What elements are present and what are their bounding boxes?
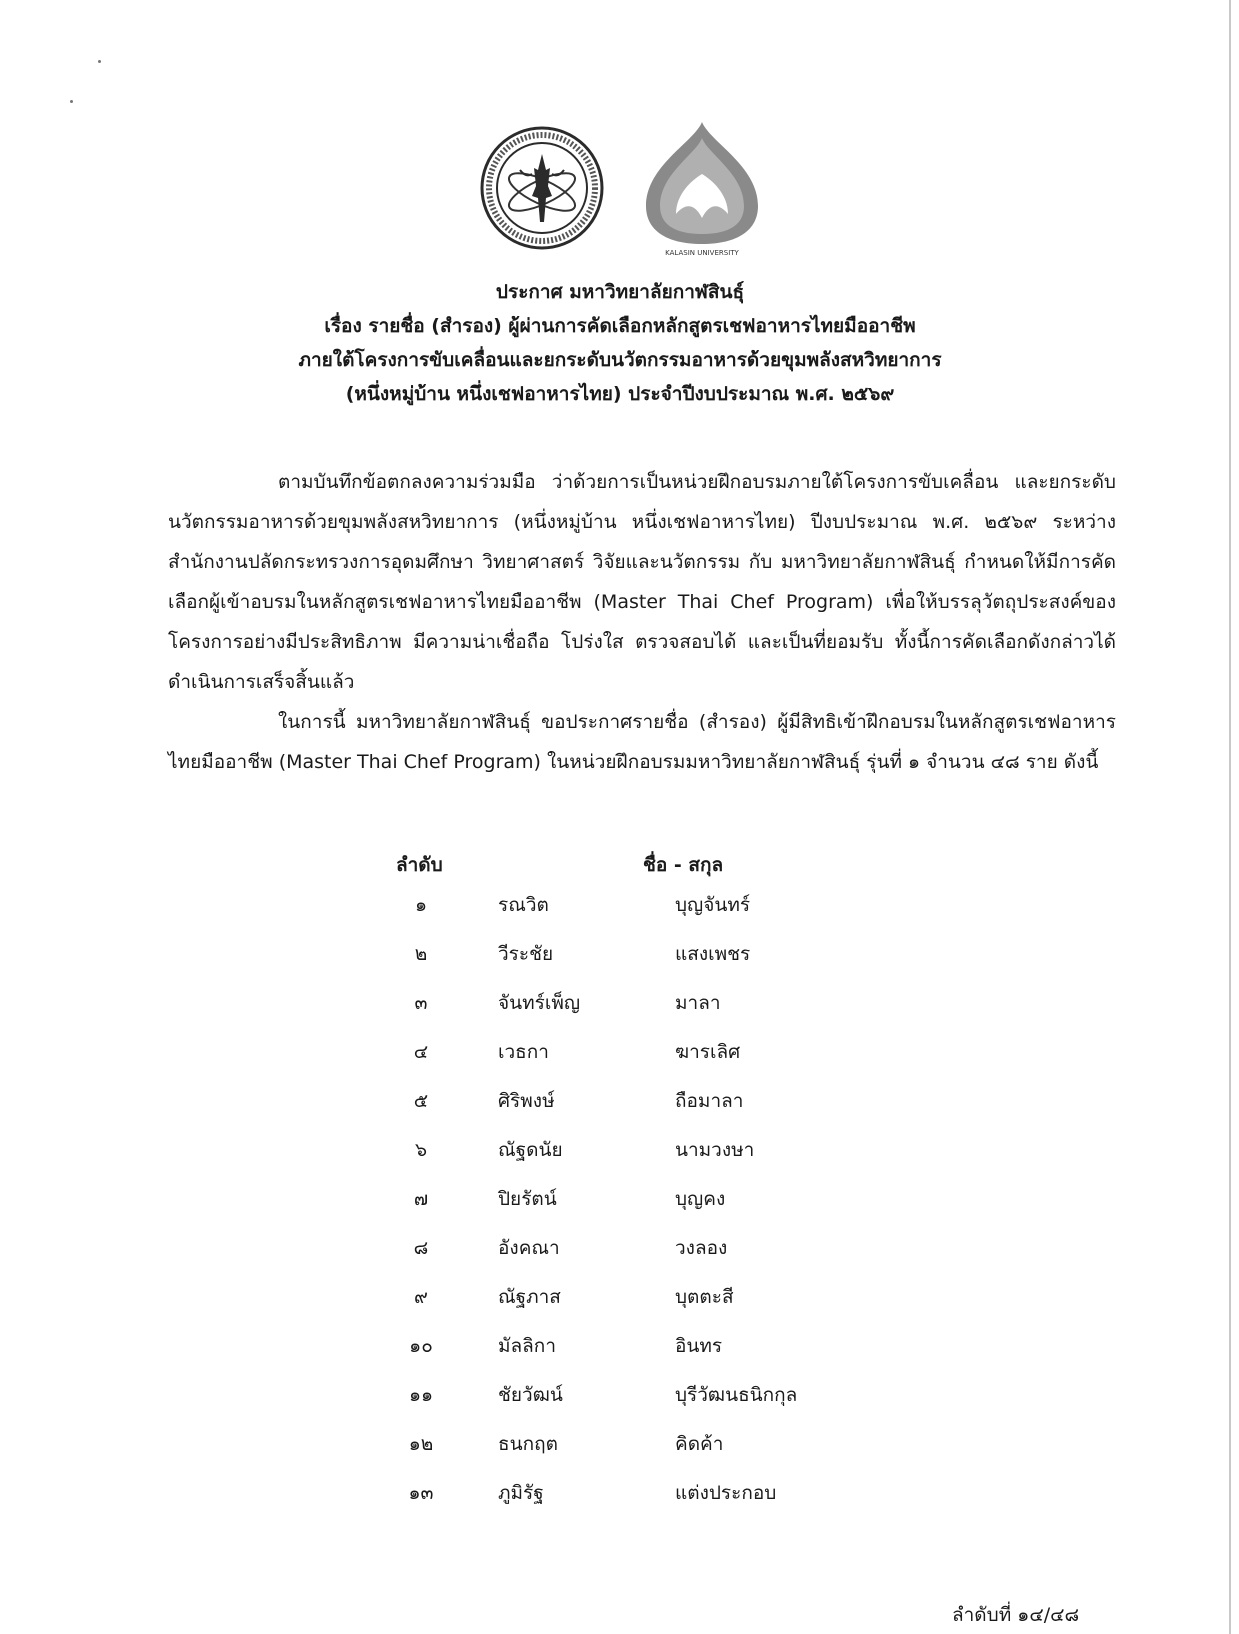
list-header-name: ชื่อ - สกุล bbox=[643, 854, 724, 876]
row-last-name: อินทร bbox=[675, 1335, 723, 1357]
list-row bbox=[390, 939, 850, 988]
list-row bbox=[390, 1478, 850, 1527]
row-first-name: วีระชัย bbox=[498, 943, 554, 965]
list-row bbox=[390, 1282, 850, 1331]
row-last-name: วงลอง bbox=[675, 1237, 728, 1259]
row-last-name: บุญจันทร์ bbox=[675, 894, 751, 916]
row-last-name: บุญคง bbox=[675, 1188, 726, 1210]
row-last-name: คิดค้า bbox=[675, 1433, 724, 1455]
row-first-name: มัลลิกา bbox=[498, 1335, 556, 1357]
header-line-1: ประกาศ มหาวิทยาลัยกาฬสินธุ์ bbox=[495, 281, 745, 303]
list-row bbox=[390, 1331, 850, 1380]
list-row bbox=[390, 1086, 850, 1135]
header-line-4: (หนึ่งหมู่บ้าน หนึ่งเชฟอาหารไทย) ประจำปีงบประมาณ พ.ศ. ๒๕๖๙ bbox=[345, 383, 895, 405]
ministry-seal-logo bbox=[480, 126, 604, 250]
list-row bbox=[390, 1380, 850, 1429]
row-number: ๔ bbox=[413, 1041, 429, 1063]
row-first-name: รณวิต bbox=[498, 894, 549, 916]
header-line-2: เรื่อง รายชื่อ (สำรอง) ผู้ผ่านการคัดเลือกหลักสูตรเชฟอาหารไทยมืออาชีพ bbox=[324, 315, 916, 337]
row-number: ๙ bbox=[414, 1286, 428, 1308]
row-last-name: บุตตะสี bbox=[675, 1286, 734, 1308]
next-page-indicator: ลำดับที่ ๑๔/๔๘ bbox=[952, 1604, 1080, 1626]
row-number: ๑๐ bbox=[409, 1335, 433, 1357]
announcement-header bbox=[160, 275, 1080, 411]
row-number: ๓ bbox=[414, 992, 428, 1014]
row-number: ๒ bbox=[414, 943, 428, 965]
row-first-name: ณัฐดนัย bbox=[498, 1139, 563, 1161]
header-line-3: ภายใต้โครงการขับเคลื่อนและยกระดับนวัตกรรมอาหารด้วยขุมพลังสหวิทยาการ bbox=[298, 349, 942, 371]
list-row bbox=[390, 890, 850, 939]
row-number: ๑๒ bbox=[408, 1433, 434, 1455]
logo-group bbox=[480, 118, 780, 258]
row-first-name: ธนกฤต bbox=[498, 1433, 558, 1455]
row-number: ๑๑ bbox=[408, 1384, 434, 1406]
row-first-name: ชัยวัฒน์ bbox=[498, 1384, 563, 1406]
list-row bbox=[390, 1135, 850, 1184]
row-last-name: แต่งประกอบ bbox=[675, 1482, 777, 1504]
row-number: ๕ bbox=[413, 1090, 429, 1112]
row-last-name: บุรีวัฒนธนิกกุล bbox=[675, 1384, 798, 1406]
list-row bbox=[390, 1429, 850, 1478]
body-paragraph-1: ตามบันทึกข้อตกลงความร่วมมือ ว่าด้วยการเป็นหน่วยฝึกอบรมภายใต้โครงการขับเคลื่อน และยกระดับนวัตกรรมอาหารด้วยขุมพลังสหวิทยาการ (หนึ่งหมู่บ้าน หนึ่งเชฟอาหารไทย) ปีงบประมาณ พ.ศ. ๒๕๖๙ ระหว่างสำนักงานปลัดกระทรวงการอุดมศึกษา วิทยาศาสตร์ วิจัยและนวัตกรรม กับ มหาวิทยาลัยกาฬสินธุ์ กำหนดให้มีการคัดเลือกผู้เข้าอบรมในหลักสูตรเชฟอาหารไทยมืออาชีพ (Master Thai Chef Program) เพื่อให้บรรลุวัตถุประสงค์ของโครงการอย่างมีประสิทธิภาพ มีความน่าเชื่อถือ โปร่งใส ตรวจสอบได้ และเป็นที่ยอมรับ ทั้งนี้การคัดเลือกดังกล่าวได้ดำเนินการเสร็จสิ้นแล้ว bbox=[168, 471, 1116, 693]
body-paragraph-2: ในการนี้ มหาวิทยาลัยกาฬสินธุ์ ขอประกาศรายชื่อ (สำรอง) ผู้มีสิทธิเข้าฝึกอบรมในหลักสูตรเชฟอาหารไทยมืออาชีพ (Master Thai Chef Program) ในหน่วยฝึกอบรมมหาวิทยาลัยกาฬสินธุ์ รุ่นที่ ๑ จำนวน ๔๘ ราย ดังนี้ bbox=[168, 711, 1116, 773]
row-number: ๖ bbox=[414, 1139, 428, 1161]
row-first-name: จันทร์เพ็ญ bbox=[498, 992, 581, 1014]
row-last-name: ถือมาลา bbox=[675, 1090, 744, 1112]
scan-speck bbox=[70, 100, 73, 103]
row-last-name: แสงเพชร bbox=[675, 943, 751, 965]
row-first-name: ณัฐภาส bbox=[498, 1286, 561, 1308]
row-first-name: ภูมิรัฐ bbox=[498, 1482, 544, 1504]
row-last-name: ฆารเลิศ bbox=[675, 1041, 741, 1063]
kalasin-university-lotus-logo bbox=[640, 118, 764, 258]
row-number: ๑๓ bbox=[408, 1482, 434, 1504]
reserve-name-list bbox=[390, 850, 850, 1527]
list-row bbox=[390, 988, 850, 1037]
row-first-name: อังคณา bbox=[498, 1237, 560, 1259]
row-first-name: ปิยรัตน์ bbox=[498, 1188, 557, 1210]
list-row bbox=[390, 1037, 850, 1086]
row-number: ๗ bbox=[413, 1188, 429, 1210]
list-header bbox=[390, 850, 850, 890]
scan-edge-line bbox=[1229, 0, 1231, 1634]
scan-speck bbox=[98, 60, 101, 63]
list-row bbox=[390, 1233, 850, 1282]
list-row bbox=[390, 1184, 850, 1233]
row-number: ๘ bbox=[413, 1237, 429, 1259]
announcement-body bbox=[168, 462, 1116, 782]
lotus-caption: KALASIN UNIVERSITY bbox=[665, 249, 739, 257]
list-header-order: ลำดับ bbox=[396, 854, 443, 876]
row-number: ๑ bbox=[414, 894, 428, 916]
row-first-name: ศิริพงษ์ bbox=[498, 1090, 555, 1112]
row-last-name: นามวงษา bbox=[675, 1139, 755, 1161]
row-first-name: เวธกา bbox=[498, 1041, 549, 1063]
row-last-name: มาลา bbox=[675, 992, 721, 1014]
